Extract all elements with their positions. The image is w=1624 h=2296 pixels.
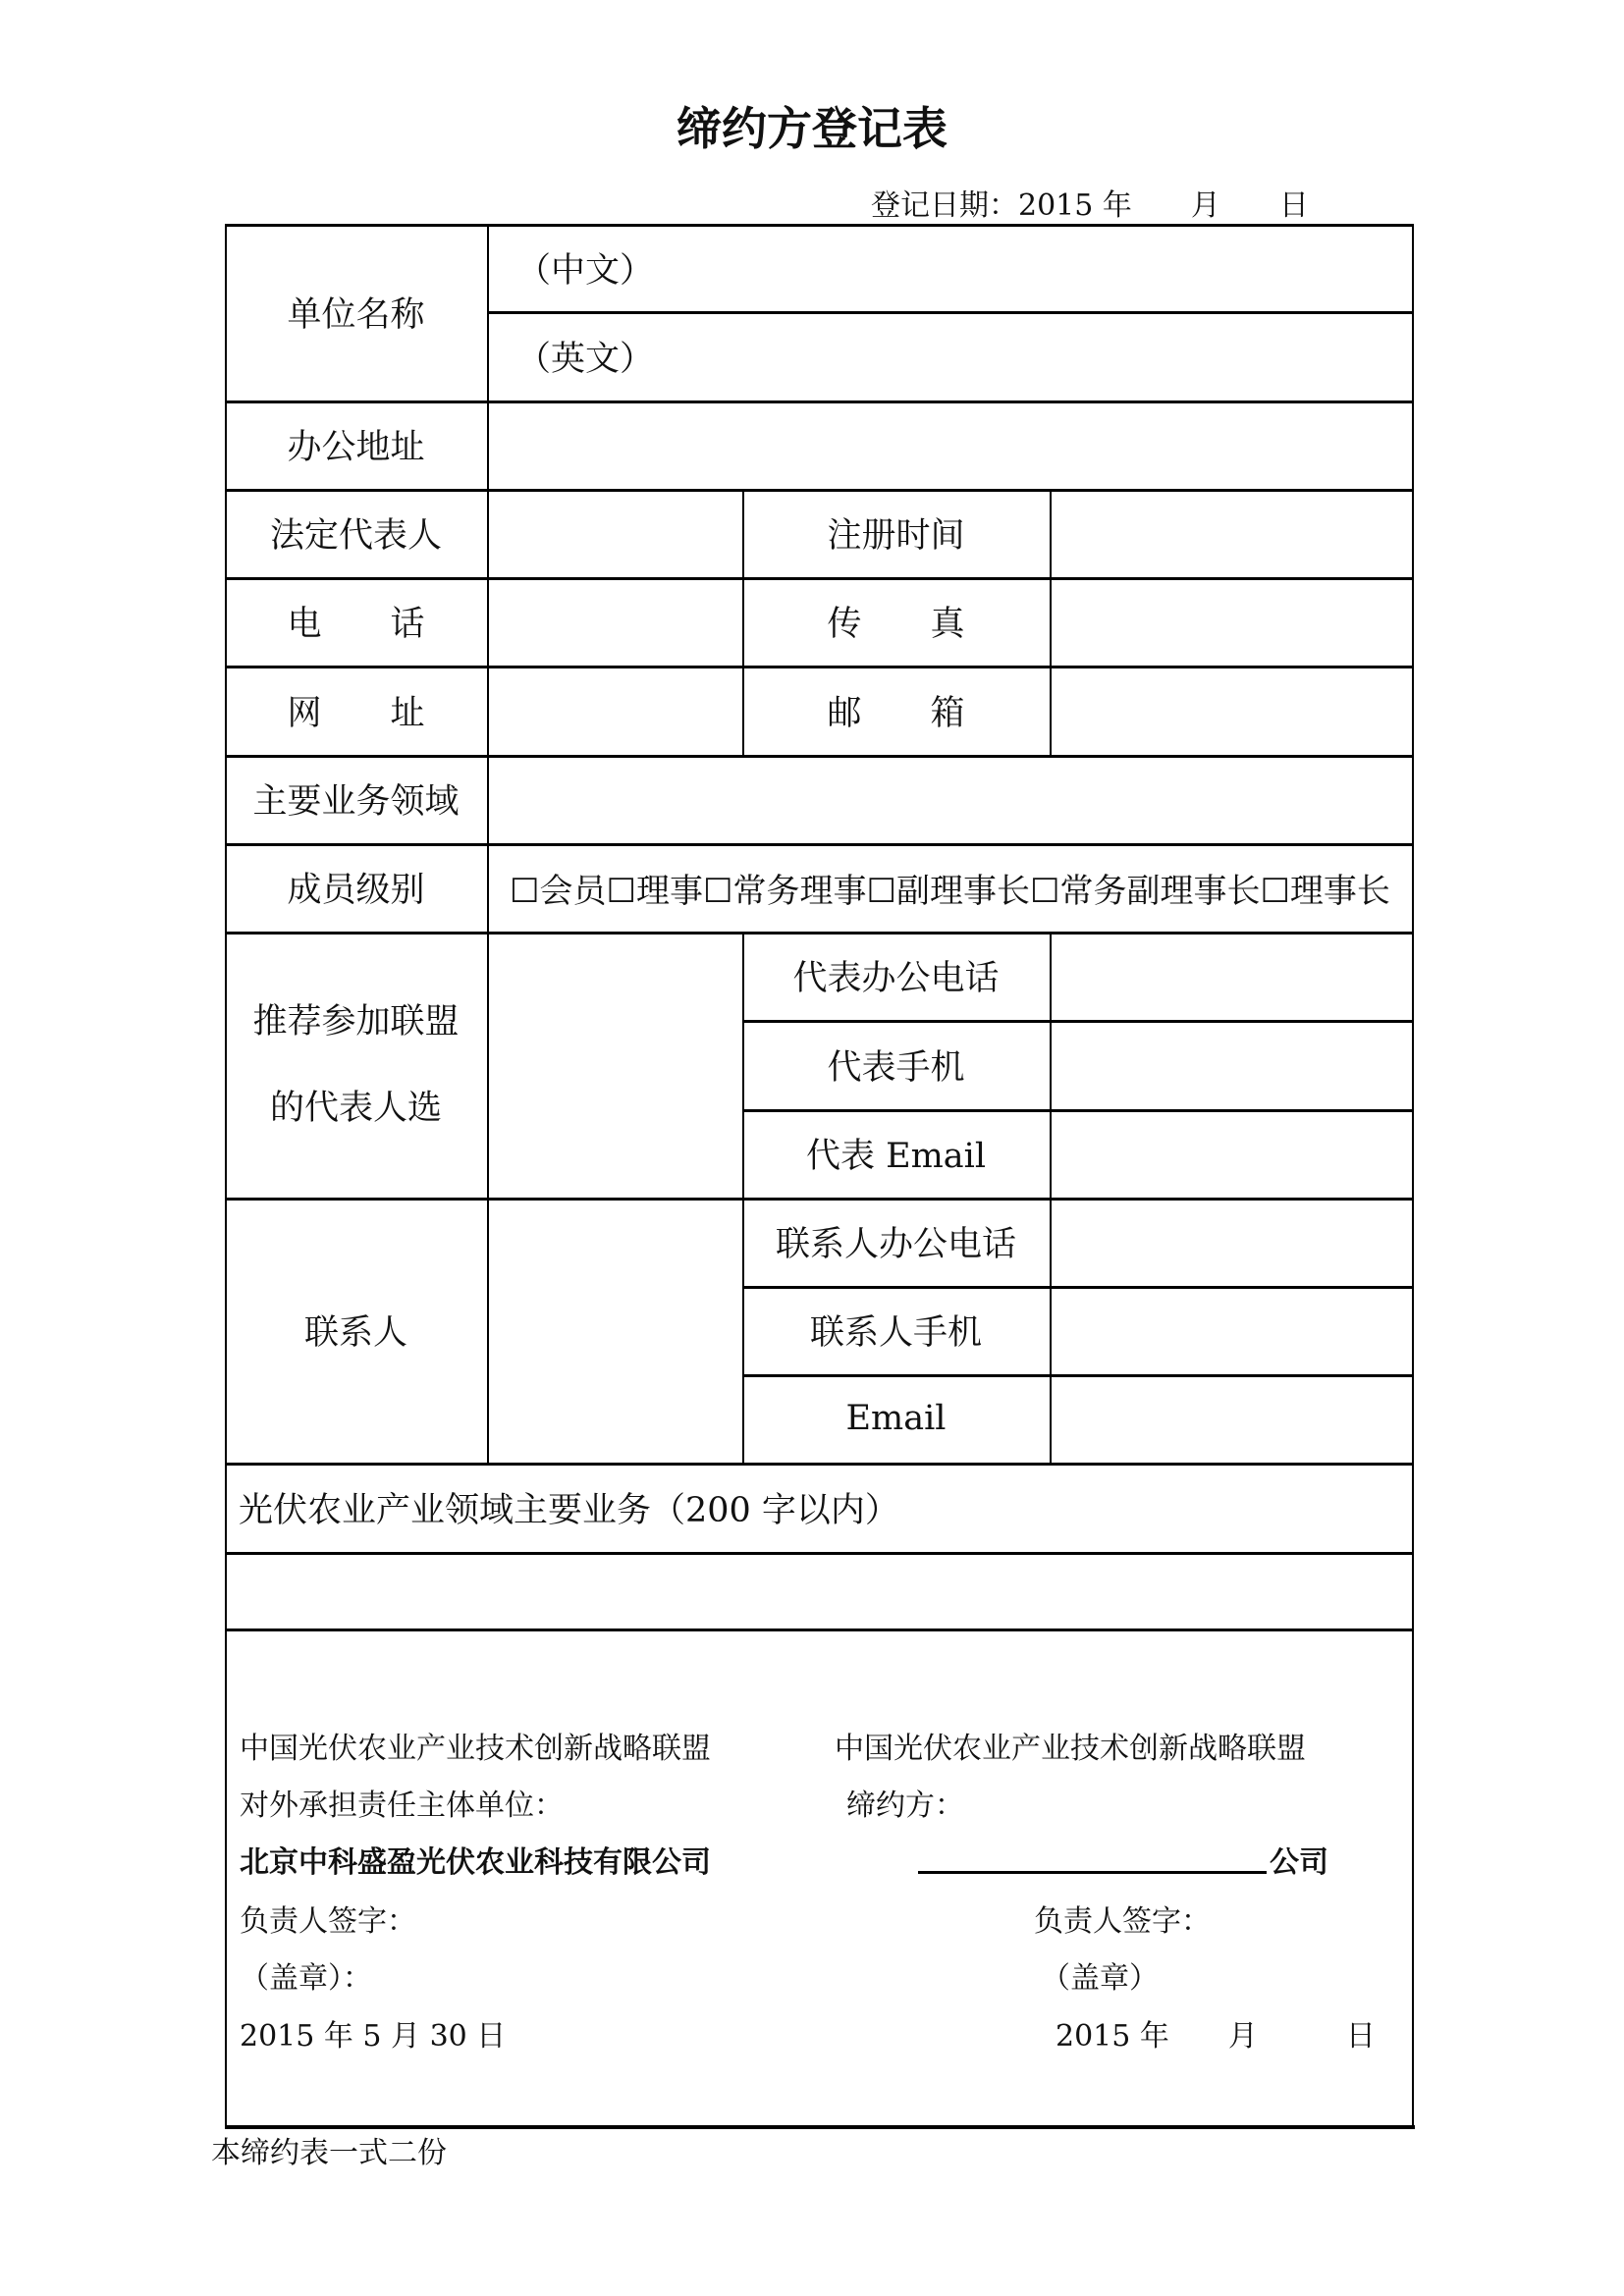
left-alliance-name: 中国光伏农业产业技术创新战略联盟	[240, 1732, 711, 1766]
unit-name-cn-field[interactable]: （中文）	[516, 250, 655, 291]
right-seal-label: （盖章）	[1041, 1961, 1159, 1996]
label-contact-mobile: 联系人手机	[809, 1313, 982, 1353]
footer-note: 本缔约表一式二份	[211, 2136, 447, 2170]
legal-rep-field[interactable]	[487, 489, 742, 577]
registration-date: 登记日期：2015 年 月 日	[871, 188, 1309, 223]
label-rep-email: 代表 Email	[805, 1137, 987, 1176]
left-company-name: 北京中科盛盈光伏农业科技有限公司	[240, 1845, 711, 1880]
right-signature-label: 负责人签字：	[1034, 1904, 1211, 1939]
left-seal-label: （盖章）：	[240, 1961, 372, 1996]
contact-mobile-field[interactable]	[1050, 1286, 1413, 1374]
left-date: 2015 年 5 月 30 日	[240, 2019, 507, 2054]
label-representative-line1: 推荐参加联盟	[252, 1001, 460, 1041]
website-field[interactable]	[487, 666, 742, 755]
label-representative-line2: 的代表人选	[269, 1088, 442, 1128]
label-phone: 电 话	[287, 605, 425, 644]
label-pv-business: 光伏农业产业领域主要业务（200 字以内）	[239, 1490, 899, 1530]
label-unit-name: 单位名称	[287, 295, 425, 335]
right-alliance-name: 中国光伏农业产业技术创新战略联盟	[835, 1732, 1306, 1766]
divider	[225, 1629, 1413, 1631]
label-contact: 联系人	[303, 1313, 407, 1353]
fax-field[interactable]	[1050, 577, 1413, 666]
contact-field[interactable]	[487, 1198, 742, 1463]
right-company-suffix: 公司	[1270, 1845, 1328, 1880]
label-reg-time: 注册时间	[827, 516, 965, 556]
pv-business-field[interactable]	[225, 1552, 1413, 1629]
left-signature-label: 负责人签字：	[240, 1904, 416, 1939]
email-box-field[interactable]	[1050, 666, 1413, 755]
company-name-underline[interactable]	[918, 1871, 1267, 1874]
rep-email-field[interactable]	[1050, 1109, 1413, 1198]
rep-office-phone-field[interactable]	[1050, 932, 1413, 1020]
label-contact-email: Email	[845, 1399, 947, 1438]
page-title: 缔约方登记表	[677, 102, 947, 155]
contact-email-field[interactable]	[1050, 1374, 1413, 1463]
label-website: 网 址	[287, 693, 425, 733]
label-legal-rep: 法定代表人	[269, 516, 442, 556]
unit-name-en-field[interactable]: （英文）	[516, 339, 655, 379]
right-date: 2015 年 月 日	[1056, 2019, 1376, 2054]
label-rep-office-phone: 代表办公电话	[792, 959, 1000, 998]
member-level-checkboxes[interactable]: ☐会员☐理事☐常务理事☐副理事长☐常务副理事长☐理事长	[510, 871, 1390, 911]
business-field[interactable]	[487, 755, 1413, 843]
label-address: 办公地址	[287, 428, 425, 467]
label-representative	[225, 932, 487, 1198]
rep-mobile-field[interactable]	[1050, 1020, 1413, 1109]
label-rep-mobile: 代表手机	[827, 1047, 965, 1088]
contact-office-phone-field[interactable]	[1050, 1198, 1413, 1286]
label-contact-office-phone: 联系人办公电话	[775, 1225, 1016, 1264]
representative-field[interactable]	[487, 932, 742, 1198]
label-member-level: 成员级别	[287, 871, 425, 910]
left-responsible-unit-label: 对外承担责任主体单位：	[240, 1789, 564, 1823]
label-email-box: 邮 箱	[827, 693, 965, 733]
right-party-label: 缔约方：	[846, 1789, 964, 1823]
address-field[interactable]	[487, 400, 1413, 489]
phone-field[interactable]	[487, 577, 742, 666]
reg-time-field[interactable]	[1050, 489, 1413, 577]
label-business: 主要业务领域	[252, 782, 460, 822]
label-fax: 传 真	[827, 605, 965, 644]
